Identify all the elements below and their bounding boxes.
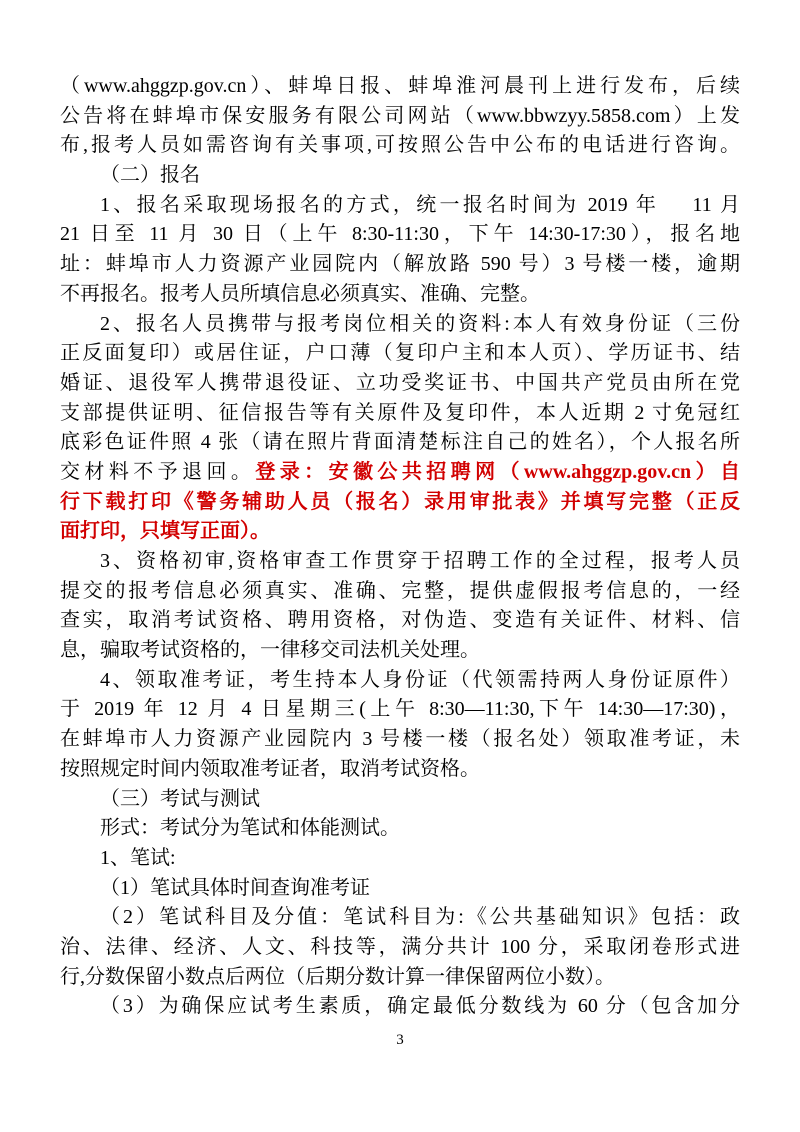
highlighted-text-run: 登录：安徽公共招聘网（www.ahggzp.gov.cn）自 — [255, 460, 740, 483]
text-line — [60, 785, 740, 815]
page-number: 3 — [396, 1032, 404, 1048]
text-line — [60, 280, 740, 310]
text-run: （2）笔试科目及分值：笔试科目为:《公共基础知识》包括：政 — [100, 906, 740, 929]
text-run: 2、报名人员携带与报考岗位相关的资料:本人有效身份证（三份 — [100, 312, 740, 335]
text-run: 正反面复印）或居住证，户口薄（复印户主和本人页）、学历证书、结 — [60, 342, 740, 365]
text-line — [60, 339, 740, 369]
text-line — [60, 102, 740, 132]
text-line — [60, 606, 740, 636]
highlighted-text-run: 面打印，只填写正面）。 — [60, 520, 270, 543]
text-run: （3）为确保应试考生素质，确定最低分数线为 60 分（包含加分 — [100, 995, 740, 1018]
text-run: 布,报考人员如需咨询有关事项,可按照公告中公布的电话进行咨询。 — [60, 134, 740, 157]
text-line — [60, 666, 740, 696]
text-line — [60, 488, 740, 518]
text-line — [60, 814, 740, 844]
text-line — [60, 963, 740, 993]
text-run: 治、法律、经济、人文、科技等，满分共计 100 分，采取闭卷形式进 — [60, 935, 740, 958]
text-line — [60, 725, 740, 755]
text-line — [60, 874, 740, 904]
text-run: （www.ahggzp.gov.cn）、蚌埠日报、蚌埠淮河晨刊上进行发布，后续 — [60, 75, 740, 97]
text-run: 底彩色证件照 4 张（请在照片背面清楚标注自己的姓名），个人报名所 — [60, 431, 740, 454]
text-line — [60, 636, 740, 666]
text-run: 按照规定时间内领取准考证者，取消考试资格。 — [60, 757, 480, 780]
text-run: 形式：考试分为笔试和体能测试。 — [100, 817, 400, 840]
text-run: 21 日至 11 月 30 日（上午 8:30-11:30，下午 14:30-17:30），报名地 — [60, 223, 740, 246]
highlighted-text-run: 行下载打印《警务辅助人员（报名）录用审批表》并填写完整（正反 — [60, 490, 740, 513]
text-run: 查实，取消考试资格、聘用资格，对伪造、变造有关证件、材料、信 — [60, 609, 740, 632]
text-run: 4、领取准考证，考生持本人身份证（代领需持两人身份证原件） — [100, 668, 740, 691]
text-run: （三）考试与测试 — [100, 787, 260, 810]
text-line — [60, 399, 740, 429]
text-line — [60, 755, 740, 785]
text-line — [60, 458, 740, 488]
document-body — [60, 72, 740, 1022]
text-run: 在蚌埠市人力资源产业园院内 3 号楼一楼（报名处）领取准考证，未 — [60, 728, 740, 751]
text-run: 婚证、退役军人携带退役证、立功受奖证书、中国共产党员由所在党 — [60, 371, 740, 394]
text-run: 不再报名。报考人员所填信息必须真实、准确、完整。 — [60, 282, 540, 305]
text-run: 3、资格初审,资格审查工作贯穿于招聘工作的全过程，报考人员 — [100, 550, 740, 572]
text-run: 息，骗取考试资格的，一律移交司法机关处理。 — [60, 639, 480, 662]
text-line — [60, 161, 740, 191]
text-line — [60, 428, 740, 458]
text-run: 支部提供证明、征信报告等有关原件及复印件，本人近期 2 寸免冠红 — [60, 401, 740, 424]
text-line — [60, 547, 740, 577]
text-run: 1、报名采取现场报名的方式，统一报名时间为 2019 年 11 月 — [100, 193, 740, 216]
text-line — [60, 72, 740, 102]
text-run: 提交的报考信息必须真实、准确、完整，提供虚假报考信息的，一经 — [60, 579, 740, 602]
text-run: 公告将在蚌埠市保安服务有限公司网站（www.bbwzyy.5858.com）上发 — [60, 104, 740, 127]
text-run: 行,分数保留小数点后两位（后期分数计算一律保留两位小数）。 — [60, 965, 615, 988]
text-run: （1）笔试具体时间查询准考证 — [100, 876, 370, 899]
text-line — [60, 220, 740, 250]
text-line — [60, 695, 740, 725]
text-line — [60, 250, 740, 280]
text-line — [60, 310, 740, 340]
text-run: 1、笔试: — [100, 846, 176, 869]
text-line — [60, 992, 740, 1022]
text-line — [60, 191, 740, 221]
text-line — [60, 933, 740, 963]
text-run: （二）报名 — [100, 164, 200, 187]
text-run: 于 2019 年 12 月 4 日星期三(上午 8:30—11:30,下午 14:30—17:30)， — [60, 698, 740, 721]
text-line — [60, 577, 740, 607]
text-run: 址：蚌埠市人力资源产业园院内（解放路 590 号）3 号楼一楼，逾期 — [60, 253, 740, 276]
text-line — [60, 369, 740, 399]
text-line — [60, 517, 740, 547]
text-run: 交材料不予退回。 — [60, 460, 256, 483]
text-line — [60, 844, 740, 874]
text-line — [60, 903, 740, 933]
text-line — [60, 131, 740, 161]
